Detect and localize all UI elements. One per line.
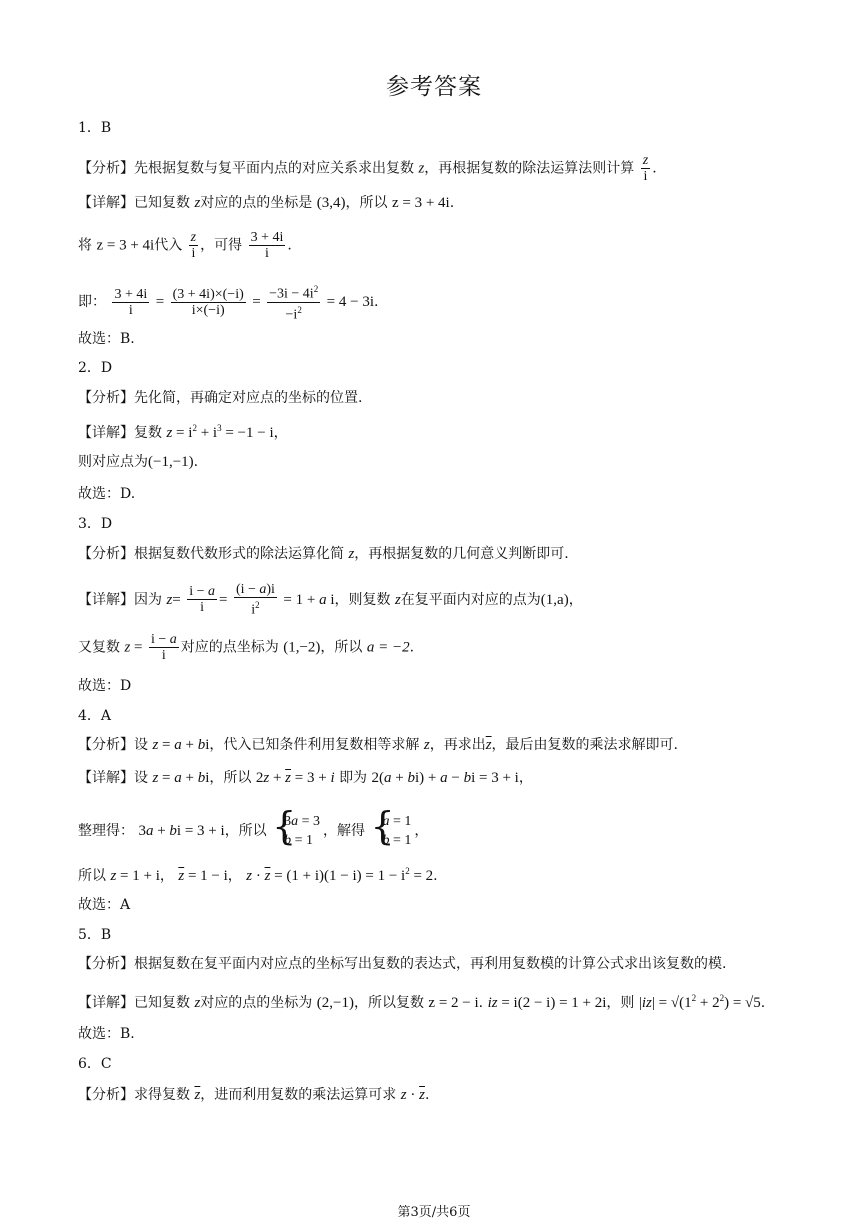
q1-detail: 【详解】已知复数 z对应的点的坐标是 (3,4)，所以 z = 3 + 4i.	[78, 195, 455, 211]
q2-answer: 故选：D.	[78, 486, 136, 502]
q4-number: 4．A	[78, 708, 112, 724]
q3-answer: 故选：D	[78, 678, 132, 694]
q5-number: 5．B	[78, 927, 112, 943]
q4-analysis: 【分析】设 z = a + bi，代入已知条件利用复数相等求解 z，再求出$\overline{z}$，最后由复数的乘法求解即可.	[78, 737, 678, 753]
q5-answer: 故选：B.	[78, 1026, 135, 1042]
q1-number: 1．B	[78, 120, 112, 136]
equation-system: { 3a = 3 b = 1	[274, 812, 320, 850]
q5-analysis: 【分析】根据复数在复平面内对应点的坐标写出复数的表达式，再利用复数模的计算公式求出该复数的模.	[78, 956, 727, 972]
q6-analysis: 【分析】求得复数 $\overline{z}$，进而利用复数的乘法运算可求 $z \cdot \overline{z}$.	[78, 1087, 430, 1103]
q2-number: 2．D	[78, 360, 113, 376]
solution-system: { a = 1 b = 1	[373, 812, 412, 850]
q4-detail: 【详解】设 z = a + bi，所以 $2z + \overline{z} = 3 + i$ 即为 2(a + bi) + a − bi = 3 + i，	[78, 770, 533, 786]
q2-analysis: 【分析】先化简，再确定对应点的坐标的位置.	[78, 390, 363, 406]
q3-detail: 【详解】因为 z= $\frac{i - a}{i}$ = $\frac{(i - a)i}{i^2}$ = 1 + a i，则复数 z在复平面内对应的点为(1,a)，	[78, 582, 583, 618]
q1-substitute: 将 z = 3 + 4i代入 $\frac{z}{i}$ ，可得 $\frac{3 + 4i}{i}$ .	[78, 230, 292, 261]
q4-answer: 故选：A	[78, 897, 131, 913]
analysis-tag: 【分析】	[78, 160, 134, 177]
q3-again: 又复数 z = $\frac{i - a}{i}$ 对应的点坐标为 (1,−2)，所以 a = −2.	[78, 632, 415, 663]
fraction-z-over-i: $\frac{z}{i}$	[642, 153, 649, 184]
q6-number: 6．C	[78, 1056, 112, 1072]
q4-system: 整理得： 3a + bi = 3 + i，所以 { 3a = 3 b = 1 ，解得 { a = 1 b = 1 ，	[78, 812, 428, 850]
page-title: 参考答案	[386, 74, 482, 100]
q4-final: 所以 z = 1 + i， $\overline{z} = 1 - i$， $z \cdot \overline{z} = (1 + i)(1 - i) = 1 - i^2 = 2$.	[78, 866, 438, 884]
q2-detail: 【详解】复数 $z = i^2 + i^3 = -1 - i$，	[78, 423, 288, 441]
q3-number: 3．D	[78, 516, 113, 532]
q3-analysis: 【分析】根据复数代数形式的除法运算化简 z，再根据复数的几何意义判断即可.	[78, 546, 569, 562]
q5-detail: 【详解】已知复数 z对应的点的坐标为 (2,−1)，所以复数 z = 2 − i. iz = i(2 − i) = 1 + 2i，则 $|iz| = √(1^2 + 2^2) = √5$.	[78, 993, 766, 1011]
q1-analysis: 【分析】先根据复数与复平面内点的对应关系求出复数 z，再根据复数的除法运算法则计算 $\frac{z}{i}$ .	[78, 153, 657, 184]
q1-answer: 故选：B.	[78, 331, 135, 347]
q1-calculation: 即： $\frac{3 + 4i}{i}$ = $\frac{(3 + 4i)\times(-i)}{i\times(-i)}$ = $\frac{-3i - 4i^2}{-i^2}$ = 4 − 3i.	[78, 284, 379, 323]
page-footer: 第3页/共6页	[397, 1205, 471, 1220]
q2-point: 则对应点为(−1,−1).	[78, 454, 199, 470]
detail-tag: 【详解】	[78, 195, 134, 211]
